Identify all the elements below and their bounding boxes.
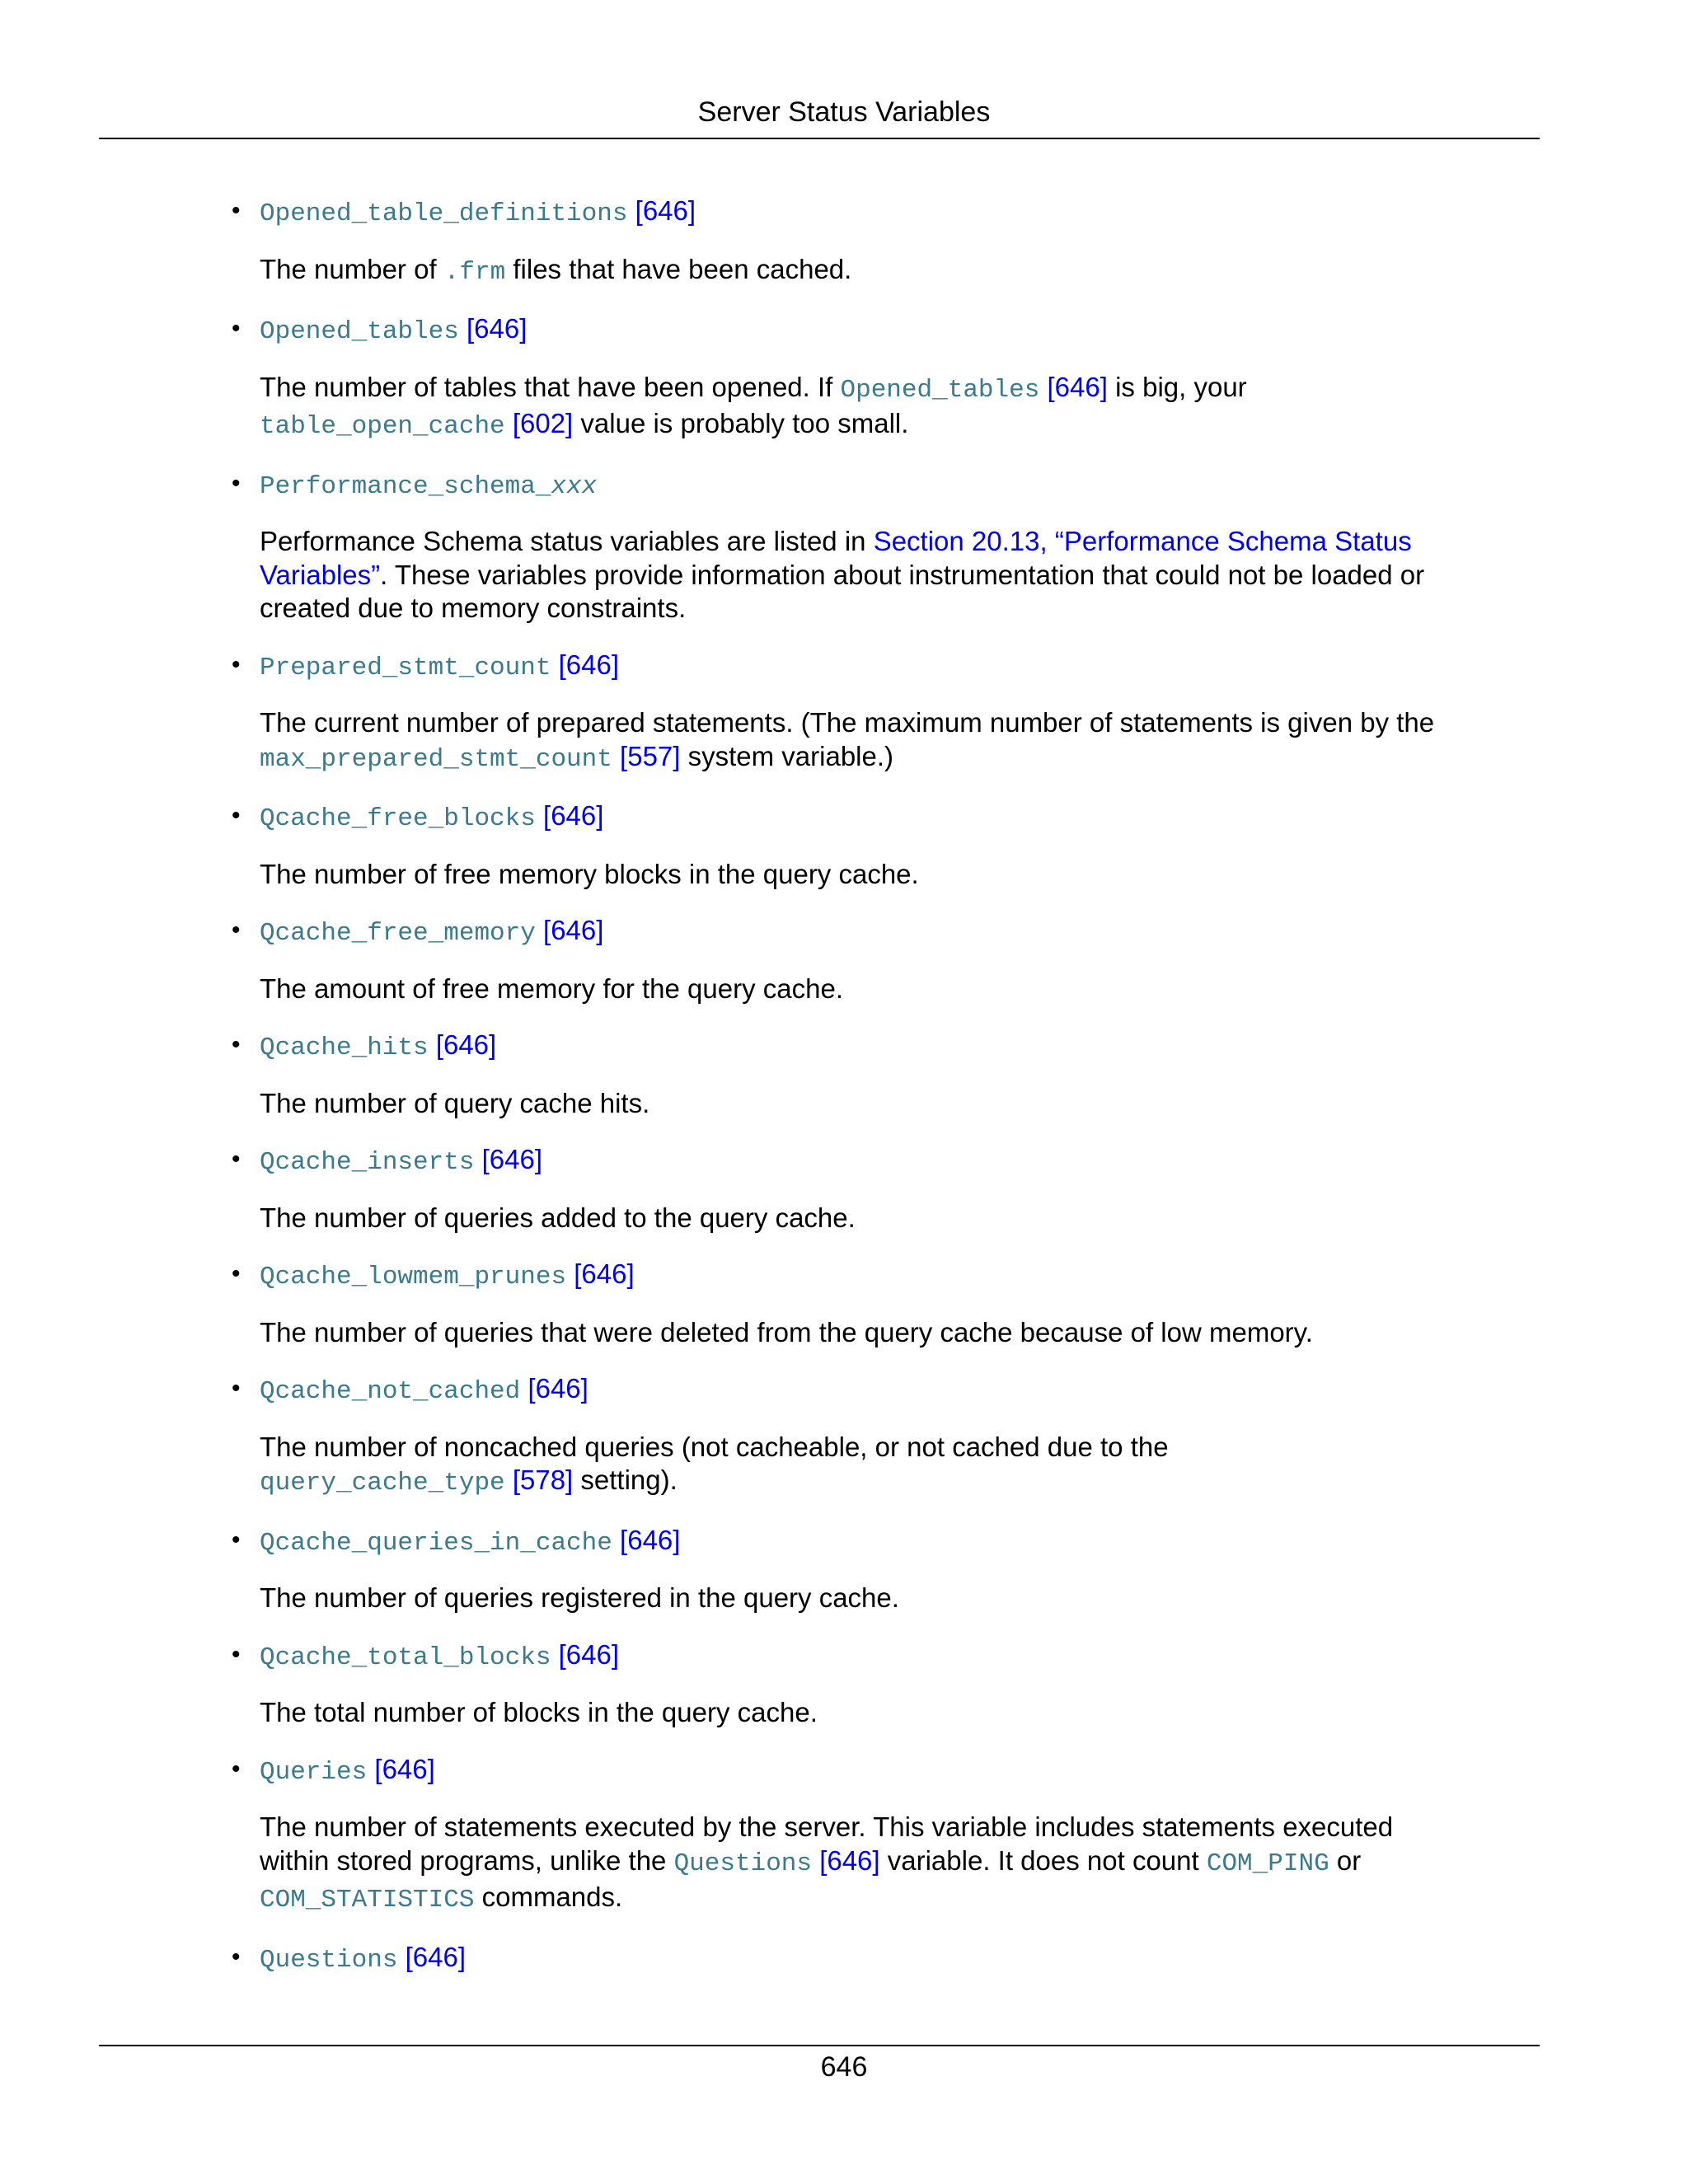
list-item-queries xyxy=(260,1753,1455,1918)
list-item-qcache-inserts xyxy=(260,1143,1455,1235)
variable-name-link[interactable]: Qcache_inserts xyxy=(260,1148,475,1177)
variable-name-link[interactable]: Questions xyxy=(673,1849,813,1878)
variable-description: The number of noncached queries (not cacheable, or not cached due to the query_cache_type [578] setting). xyxy=(260,1431,1169,1497)
variable-name-link[interactable]: Qcache_lowmem_prunes xyxy=(260,1263,567,1291)
list-item-qcache-free-memory xyxy=(260,914,1455,1005)
inline-code: COM_PING xyxy=(1206,1849,1329,1878)
list-item-qcache-not-cached xyxy=(260,1372,1455,1501)
variable-name-link[interactable]: Qcache_free_memory xyxy=(260,919,536,948)
list-item-questions xyxy=(260,1941,1455,1978)
variable-name-link[interactable]: Opened_tables xyxy=(840,375,1040,405)
page-header-title: Server Status Variables xyxy=(697,96,991,128)
page-ref-link[interactable]: [646] xyxy=(574,1258,635,1289)
inline-code: COM_STATISTICS xyxy=(260,1886,475,1915)
page-ref-link[interactable]: [602] xyxy=(512,408,574,438)
list-item-opened-table-definitions xyxy=(260,194,1455,289)
section-link[interactable]: Section 20.13, “Performance Schema Status Variables” xyxy=(260,526,1412,590)
variable-description: The number of queries added to the query cache. xyxy=(260,1202,856,1233)
variable-name-link[interactable]: Prepared_stmt_count xyxy=(260,653,551,682)
status-variable-list xyxy=(260,194,1455,2000)
variable-name-link[interactable]: Opened_table_definitions xyxy=(260,199,628,228)
variable-name-link[interactable]: max_prepared_stmt_count xyxy=(260,744,612,774)
page-number: 646 xyxy=(820,2051,868,2083)
variable-description: The number of queries registered in the query cache. xyxy=(260,1582,899,1613)
variable-description: The number of .frm files that have been cached. xyxy=(260,253,852,287)
page-ref-link[interactable]: [646] xyxy=(374,1753,435,1784)
page-ref-link[interactable]: [646] xyxy=(543,800,604,831)
variable-name-link[interactable]: table_open_cache xyxy=(260,412,505,441)
variable-description: The amount of free memory for the query cache. xyxy=(260,972,844,1004)
page-ref-link[interactable]: [646] xyxy=(620,1524,681,1555)
page-ref-link[interactable]: [646] xyxy=(1047,371,1108,402)
page-ref-link[interactable]: [557] xyxy=(620,740,681,771)
variable-description: The number of queries that were deleted from the query cache because of low memory. xyxy=(260,1316,1313,1347)
list-item-qcache-total-blocks xyxy=(260,1638,1455,1730)
variable-name-link[interactable]: Qcache_total_blocks xyxy=(260,1643,551,1672)
variable-name-link[interactable]: Qcache_free_blocks xyxy=(260,804,536,833)
page-ref-link[interactable]: [646] xyxy=(435,1029,497,1060)
variable-name-link[interactable]: Qcache_queries_in_cache xyxy=(260,1528,612,1558)
header-rule xyxy=(99,138,1540,139)
variable-description: The number of tables that have been opened. If Opened_tables [646] is big, your table_open_cache [602] value is probably too small. xyxy=(260,371,1247,441)
list-item-prepared-stmt-count xyxy=(260,649,1455,777)
page-ref-link[interactable]: [646] xyxy=(467,313,528,344)
variable-description: The total number of blocks in the query cache. xyxy=(260,1697,818,1727)
page-ref-link[interactable]: [646] xyxy=(558,649,620,680)
list-item-qcache-lowmem-prunes xyxy=(260,1258,1455,1349)
variable-description: The number of query cache hits. xyxy=(260,1087,650,1118)
variable-name: Performance_schema_xxx xyxy=(260,471,598,501)
page-ref-link[interactable]: [578] xyxy=(512,1465,574,1495)
page-ref-link[interactable]: [646] xyxy=(819,1844,880,1876)
variable-name-link[interactable]: Opened_tables xyxy=(260,317,459,346)
variable-description: The current number of prepared statements. (The maximum number of statements is given by the max_prepared_stmt_count [557] system variable.) xyxy=(260,707,1435,774)
variable-name-link[interactable]: query_cache_type xyxy=(260,1469,505,1497)
list-item-qcache-queries-in-cache xyxy=(260,1524,1455,1615)
variable-description: Performance Schema status variables are listed in Section 20.13, “Performance Schema Status Variables”. These variables provide information about instrumentation that could not be loaded or created due to memory constraints. xyxy=(260,526,1425,623)
page-ref-link[interactable]: [646] xyxy=(481,1144,543,1174)
page-ref-link[interactable]: [646] xyxy=(558,1638,620,1670)
variable-description: The number of free memory blocks in the query cache. xyxy=(260,858,919,889)
list-item-qcache-free-blocks xyxy=(260,799,1455,891)
page-ref-link[interactable]: [646] xyxy=(528,1373,588,1404)
inline-code: .frm xyxy=(443,257,506,287)
variable-name-link[interactable]: Questions xyxy=(260,1945,398,1975)
page-ref-link[interactable]: [646] xyxy=(405,1941,467,1972)
page-ref-link[interactable]: [646] xyxy=(635,195,696,226)
list-item-qcache-hits xyxy=(260,1029,1455,1120)
page-ref-link[interactable]: [646] xyxy=(543,915,604,945)
variable-description: The number of statements executed by the server. This variable includes statements executed within stored programs, unlike the Questions [646] variable. It does not count COM_PING or COM_STATISTICS commands. xyxy=(260,1811,1394,1915)
list-item-opened-tables xyxy=(260,312,1455,444)
list-item-performance-schema-xxx xyxy=(260,467,1455,626)
footer-rule xyxy=(99,2045,1540,2046)
variable-name-link[interactable]: Qcache_not_cached xyxy=(260,1377,521,1406)
variable-name-link[interactable]: Queries xyxy=(260,1757,368,1787)
variable-name-link[interactable]: Qcache_hits xyxy=(260,1033,429,1062)
